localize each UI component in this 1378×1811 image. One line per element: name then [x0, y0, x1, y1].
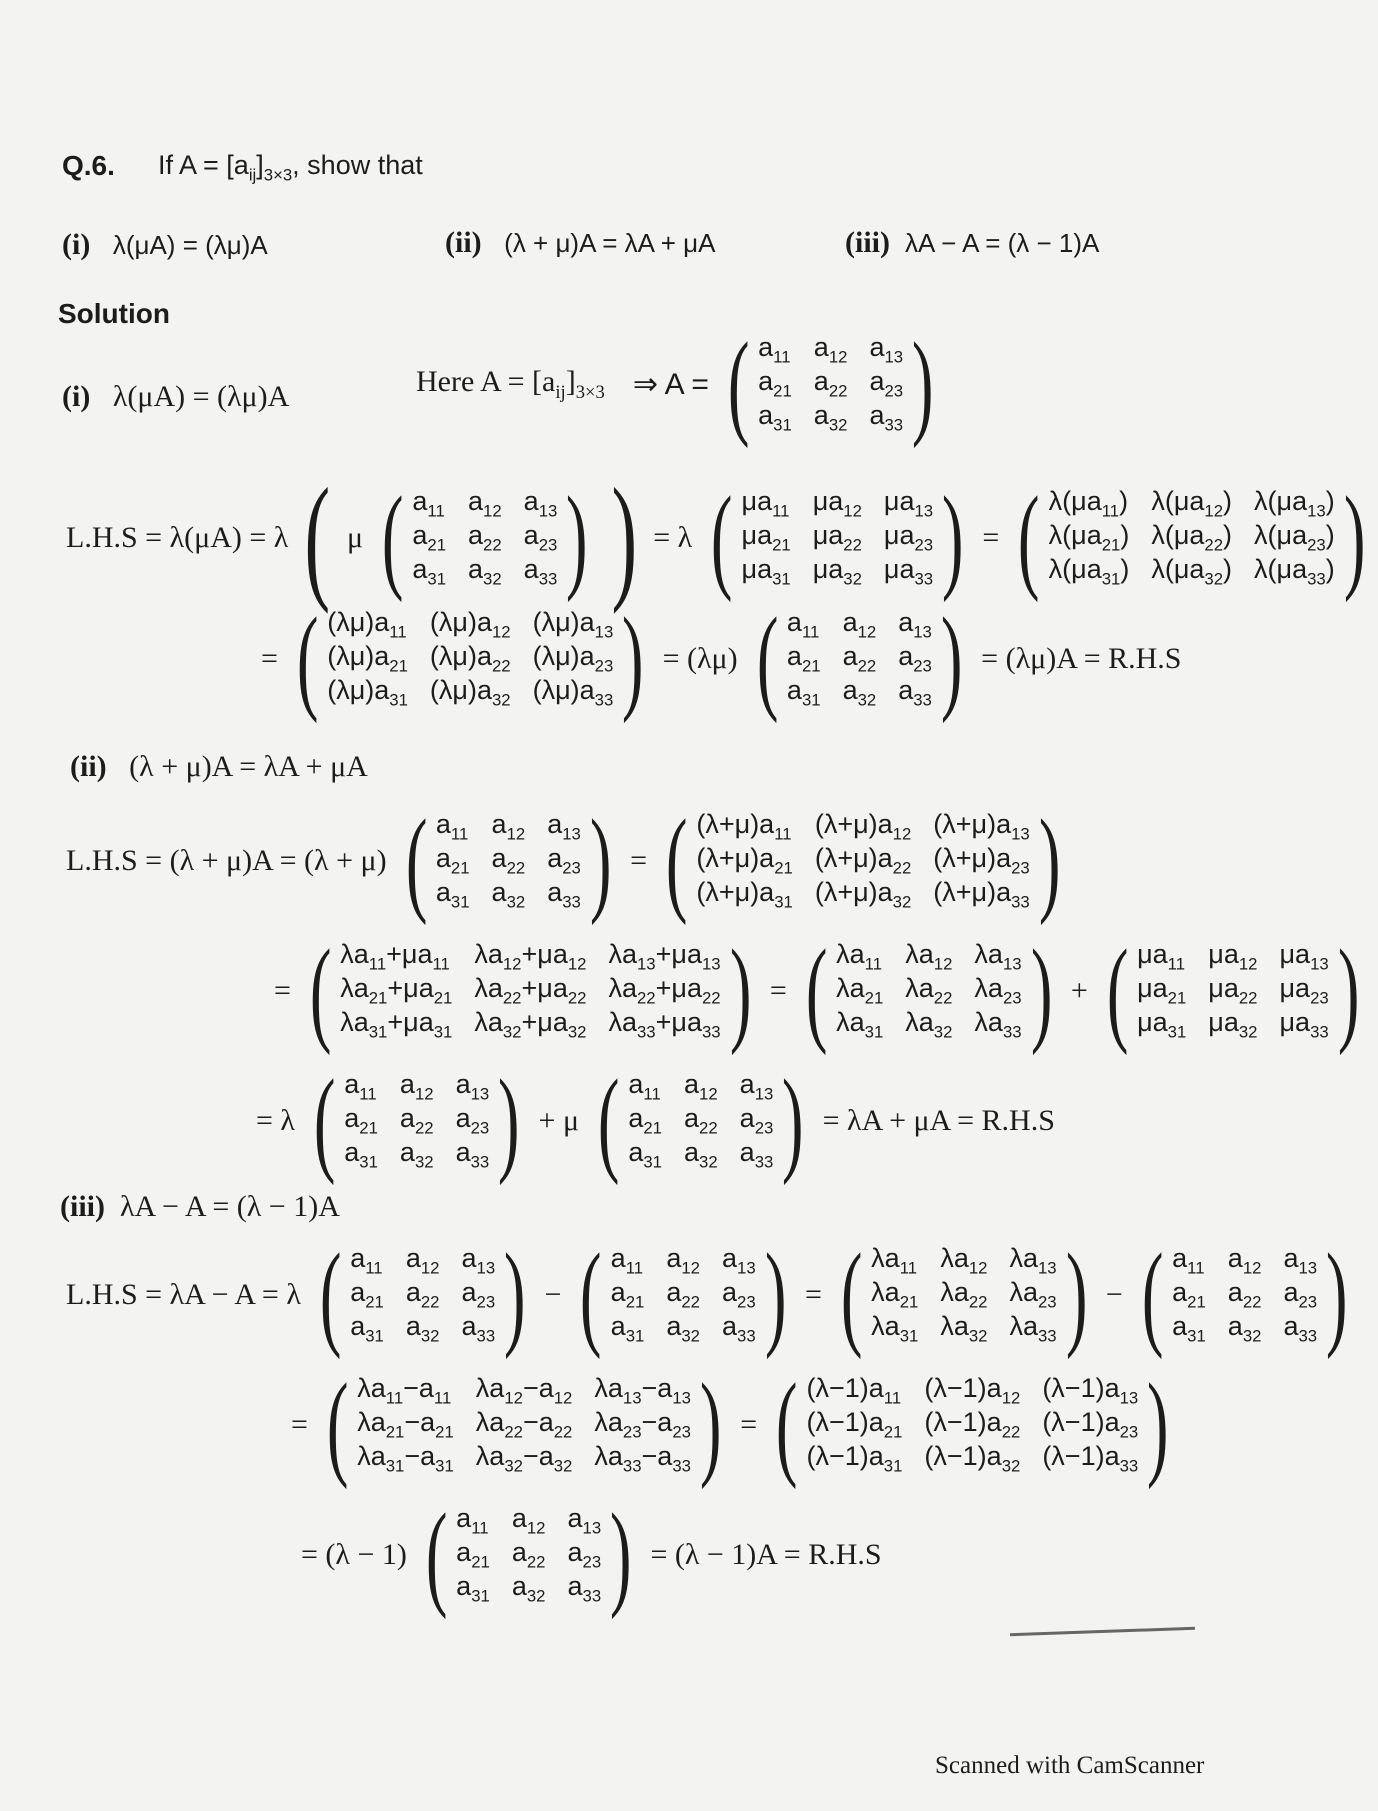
matrix-A: [719, 318, 943, 449]
matrix-A: [589, 1055, 813, 1186]
matrix-grid: [1172, 1244, 1317, 1346]
matrix-entry: $a_{32}$: [405, 1311, 440, 1346]
stem-suffix: , show that: [292, 150, 423, 180]
matrix-bracket: ): [782, 1055, 804, 1186]
matrix-entry: $\lambda a_{11}+\mu a_{11}$: [340, 939, 450, 974]
matrix-entry: $a_{13}$: [898, 607, 932, 642]
matrix-A: [571, 1229, 795, 1360]
matrix-entry: $\lambda a_{13}+\mu a_{13}$: [608, 939, 721, 974]
matrix-entry: $a_{33}$: [461, 1311, 496, 1346]
question-part-1: (i) λ(μA) = (λμ)A: [62, 228, 268, 261]
matrix-bracket: (: [665, 795, 688, 926]
matrix-bracket: ): [622, 593, 644, 724]
matrix-A: [397, 795, 621, 926]
matrix-entry: $a_{11}$: [350, 1243, 383, 1278]
matrix-entry: $(\lambda\mu)a_{12}$: [429, 607, 511, 642]
matrix-entry: $a_{11}$: [412, 486, 445, 521]
matrix-entry: $\mu a_{23}$: [1279, 973, 1329, 1008]
matrix-grid: [742, 487, 934, 589]
matrix-entry: $a_{11}$: [628, 1069, 661, 1104]
matrix-entry: $\mu a_{22}$: [1208, 973, 1258, 1008]
question-stem: If $A = [a_{ij}]_{3\times 3}$, show that: [158, 150, 423, 185]
matrix-entry: $\lambda a_{23}-a_{23}$: [594, 1407, 691, 1442]
matrix-grid: [611, 1244, 756, 1346]
matrix-entry: $\lambda a_{21}$: [836, 973, 884, 1008]
matrix-entry: $a_{32}$: [842, 675, 877, 710]
matrix-A: [373, 472, 597, 603]
matrix-entry: $a_{13}$: [869, 332, 904, 367]
matrix-bracket: (: [296, 593, 319, 724]
matrix-entry: $\lambda a_{31}-a_{31}$: [357, 1441, 454, 1476]
matrix-bracket: (: [597, 1055, 620, 1186]
matrix-entry: $a_{13}$: [461, 1243, 496, 1278]
matrix-bracket: ): [1325, 1229, 1348, 1360]
matrix-entry: $(\lambda-1)a_{23}$: [1042, 1407, 1139, 1442]
part2-lhs-line: L.H.S = (λ + μ)A = (λ + μ) ( $a_{11}$ $a_{12}$ $a_{13}$ $a_{21}$ $a_{22}$ $a_{23}$ $a_{31}$ $a_{32}$ $a_{33}$ ) = ( $(\lambda+\mu)a_{11}$ $(\lambda+\mu)a_{12}$ $(\lambda+\mu)a_{13}$ $(\lambda+\mu)a_{21}$ $(\lambda+\mu)a_{22}$ $(\lambda+\mu)a_{23}$ $(\lambda+\mu)a_{31}$ $(\lambda+\mu)a_{32}$ $(\lambda+\mu)a_{33}$ ): [60, 802, 1073, 920]
footer-watermark: Scanned with CamScanner: [935, 1752, 1205, 1779]
matrix-entry: $a_{23}$: [1283, 1277, 1318, 1312]
matrix-entry: $(\lambda\mu)a_{21}$: [327, 641, 408, 676]
matrix-entry: $(\lambda+\mu)a_{12}$: [814, 809, 912, 844]
matrix-lambda-plus-mu-A: [657, 795, 1069, 926]
matrix-entry: $\lambda(\mu a_{31})$: [1048, 554, 1130, 589]
matrix-entry: $\lambda a_{11}$: [836, 939, 883, 974]
matrix-grid: [1049, 487, 1335, 589]
matrix-entry: $a_{23}$: [455, 1103, 490, 1138]
matrix-entry: $\lambda a_{13}-a_{13}$: [594, 1373, 691, 1408]
matrix-entry: $a_{33}$: [1283, 1311, 1318, 1346]
matrix-entry: $a_{23}$: [547, 843, 581, 878]
matrix-bracket: (: [1106, 925, 1129, 1056]
matrix-bracket: ): [764, 1229, 787, 1360]
stem-prefix: If A = [a: [158, 150, 249, 180]
part3-heading: (iii) λA − A = (λ − 1)A: [60, 1190, 340, 1223]
matrix-entry: $a_{32}$: [491, 877, 526, 912]
matrix-entry: $a_{13}$: [523, 486, 558, 521]
matrix-bracket: ): [729, 925, 752, 1056]
matrix-entry: $a_{21}$: [456, 1537, 490, 1572]
matrix-entry: $\lambda a_{32}$: [905, 1007, 953, 1042]
part1-step2: = ( $(\lambda\mu)a_{11}$ $(\lambda\mu)a_{12}$ $(\lambda\mu)a_{13}$ $(\lambda\mu)a_{21}$ $(\lambda\mu)a_{22}$ $(\lambda\mu)a_{23}$ $(\lambda\mu)a_{31}$ $(\lambda\mu)a_{32}$ $(\lambda\mu)a_{33}$ ) = (λμ) ( $a_{11}$ $a_{12}$ $a_{13}$ $a_{21}$ $a_{22}$ $a_{23}$ $a_{31}$ $a_{32}$ $a_{33}$ ) = (λμ)A = R.H.S: [261, 593, 1182, 724]
matrix-grid: [758, 333, 903, 435]
matrix-grid: [340, 940, 720, 1042]
part3-lhs-line: L.H.S = λA − A = λ ( $a_{11}$ $a_{12}$ $a_{13}$ $a_{21}$ $a_{22}$ $a_{23}$ $a_{31}$ $a_{32}$ $a_{33}$ ) − ( $a_{11}$ $a_{12}$ $a_{13}$ $a_{21}$ $a_{22}$ $a_{23}$ $a_{31}$ $a_{32}$ $a_{33}$ ) = ( $\lambda a_{11}$ $\lambda a_{12}$ $\lambda a_{13}$ $\lambda a_{21}$ $\lambda a_{22}$ $\lambda a_{23}$ $\lambda a_{31}$ $\lambda a_{32}$ $\lambda a_{33}$ ) − ( $a_{11}$ $a_{12}$ $a_{13}$ $a_{21}$ $a_{22}$ $a_{23}$ $a_{31}$ $a_{32}$ $a_{33}$ ): [60, 1236, 1360, 1354]
matrix-bracket: ): [1038, 795, 1061, 926]
matrix-entry: $a_{32}$: [399, 1137, 434, 1172]
matrix-entry: $\lambda a_{22}$: [940, 1277, 988, 1312]
scan-stroke: [1010, 1627, 1195, 1636]
matrix-entry: $a_{13}$: [739, 1069, 774, 1104]
matrix-bracket: ): [498, 1055, 520, 1186]
matrix-entry: $(\lambda+\mu)a_{31}$: [696, 877, 793, 912]
matrix-entry: $a_{13}$: [721, 1243, 756, 1278]
matrix-entry: $\lambda a_{22}$: [905, 973, 953, 1008]
matrix-bracket: (: [405, 795, 428, 926]
matrix-bracket: (: [727, 318, 750, 449]
matrix-entry: $a_{31}$: [344, 1137, 378, 1172]
matrix-entry: $\lambda a_{12}-a_{12}$: [475, 1373, 573, 1408]
matrix-entry: $a_{31}$: [1172, 1311, 1206, 1346]
matrix-entry: $\lambda a_{12}$: [940, 1243, 988, 1278]
matrix-lambda-minus-1-A: [767, 1359, 1177, 1490]
matrix-entry: $a_{22}$: [813, 366, 848, 401]
matrix-entry: $\lambda a_{31}+\mu a_{31}$: [340, 1007, 453, 1042]
matrix-entry: $\lambda a_{21}-a_{21}$: [357, 1407, 454, 1442]
matrix-entry: $a_{23}$: [461, 1277, 496, 1312]
matrix-entry: $a_{31}$: [786, 675, 821, 710]
matrix-entry: $\lambda a_{13}$: [974, 939, 1022, 974]
matrix-entry: $a_{13}$: [1283, 1243, 1318, 1278]
matrix-entry: $\lambda a_{33}$: [974, 1007, 1022, 1042]
matrix-bracket: (: [319, 1229, 342, 1360]
matrix-entry: $a_{31}$: [456, 1571, 490, 1606]
matrix-entry: $\lambda(\mu a_{13})$: [1254, 486, 1335, 521]
matrix-bracket: ): [1030, 925, 1053, 1056]
matrix-A: [311, 1229, 535, 1360]
matrix-A: [417, 1489, 641, 1620]
matrix-entry: $\lambda a_{33}+\mu a_{33}$: [608, 1007, 721, 1042]
matrix-entry: $(\lambda+\mu)a_{33}$: [933, 877, 1030, 912]
part1-lhs-line: L.H.S = λ(μA) = λ ( μ ( $a_{11}$ $a_{12}$ $a_{13}$ $a_{21}$ $a_{22}$ $a_{23}$ $a_{31}$ $a_{32}$ $a_{33}$ ) ) = λ ( $\mu a_{11}$ $\mu a_{12}$ $\mu a_{13}$ $\mu a_{21}$ $\mu a_{22}$ $\mu a_{23}$ $\mu a_{31}$ $\mu a_{32}$ $\mu a_{33}$ ) = ( $\lambda(\mu a_{11})$ $\lambda(\mu a_{12})$ $\lambda(\mu a_{13})$ $\lambda(\mu a_{21})$ $\lambda(\mu a_{22})$ $\lambda(\mu a_{23})$ $\lambda(\mu a_{31})$ $\lambda(\mu a_{32})$ $\lambda(\mu a_{33})$ ): [60, 468, 1378, 608]
matrix-entry: $\mu a_{11}$: [741, 486, 790, 521]
matrix-entry: $\lambda a_{22}+\mu a_{22}$: [608, 973, 721, 1008]
matrix-grid: [1137, 940, 1329, 1042]
matrix-entry: $\lambda a_{22}+\mu a_{22}$: [474, 973, 587, 1008]
matrix-entry: $(\lambda-1)a_{21}$: [806, 1407, 903, 1442]
matrix-entry: $a_{13}$: [567, 1503, 602, 1538]
matrix-grid: [344, 1070, 489, 1172]
matrix-entry: $a_{11}$: [758, 332, 791, 367]
matrix-entry: $a_{32}$: [666, 1311, 700, 1346]
part3-step3: = (λ − 1) ( $a_{11}$ $a_{12}$ $a_{13}$ $a_{21}$ $a_{22}$ $a_{23}$ $a_{31}$ $a_{32}$ $a_{33}$ ) = (λ − 1)A = R.H.S: [301, 1489, 882, 1620]
matrix-entry: $\mu a_{11}$: [1137, 939, 1186, 974]
matrix-entry: $a_{33}$: [721, 1311, 756, 1346]
matrix-entry: $a_{12}$: [842, 607, 877, 642]
matrix-grid: [350, 1244, 495, 1346]
matrix-entry: $(\lambda-1)a_{22}$: [924, 1407, 1021, 1442]
matrix-entry: $\mu a_{31}$: [741, 554, 791, 589]
matrix-entry: $\mu a_{13}$: [1279, 939, 1329, 974]
part2-step2: = ( $\lambda a_{11}+\mu a_{11}$ $\lambda a_{12}+\mu a_{12}$ $\lambda a_{13}+\mu a_{13}$ $\lambda a_{21}+\mu a_{21}$ $\lambda a_{22}+\mu a_{22}$ $\lambda a_{22}+\mu a_{22}$ $\lambda a_{31}+\mu a_{31}$ $\lambda a_{32}+\mu a_{32}$ $\lambda a_{33}+\mu a_{33}$ ) = ( $\lambda a_{11}$ $\lambda a_{12}$ $\lambda a_{13}$ $\lambda a_{21}$ $\lambda a_{22}$ $\lambda a_{23}$ $\lambda a_{31}$ $\lambda a_{32}$ $\lambda a_{33}$ ) + ( $\mu a_{11}$ $\mu a_{12}$ $\mu a_{13}$ $\mu a_{21}$ $\mu a_{22}$ $\mu a_{23}$ $\mu a_{31}$ $\mu a_{32}$ $\mu a_{33}$ ): [268, 932, 1372, 1050]
matrix-entry: $(\lambda+\mu)a_{11}$: [696, 809, 792, 844]
matrix-entry: $(\lambda+\mu)a_{13}$: [933, 809, 1030, 844]
matrix-entry: $\lambda(\mu a_{33})$: [1254, 554, 1335, 589]
matrix-entry: $a_{23}$: [898, 641, 932, 676]
matrix-entry: $a_{33}$: [455, 1137, 490, 1172]
matrix-entry: $\lambda(\mu a_{23})$: [1254, 520, 1335, 555]
matrix-entry: $a_{21}$: [786, 641, 821, 676]
matrix-entry: $a_{33}$: [869, 400, 904, 435]
matrix-bracket: ): [1343, 472, 1366, 603]
matrix-entry: $\lambda a_{12}+\mu a_{12}$: [474, 939, 587, 974]
matrix-entry: $a_{22}$: [666, 1277, 700, 1312]
matrix-bracket: (: [381, 472, 404, 603]
matrix-entry: $a_{12}$: [468, 486, 502, 521]
matrix-entry: $a_{31}$: [610, 1311, 645, 1346]
matrix-bracket: ): [1065, 1229, 1088, 1360]
matrix-lambdaA: [797, 925, 1061, 1056]
matrix-bracket: (: [326, 1359, 349, 1490]
matrix-bracket: (: [756, 593, 779, 724]
matrix-entry: $\lambda a_{32}-a_{32}$: [475, 1441, 573, 1476]
matrix-entry: $(\lambda\mu)a_{22}$: [429, 641, 511, 676]
matrix-A: [305, 1055, 529, 1186]
matrix-entry: $\lambda a_{13}$: [1009, 1243, 1057, 1278]
matrix-bracket: ): [911, 318, 934, 449]
matrix-lambdaA: [832, 1229, 1096, 1360]
matrix-bracket: ): [566, 472, 588, 603]
matrix-entry: $a_{22}$: [1227, 1277, 1262, 1312]
matrix-entry: $a_{13}$: [455, 1069, 490, 1104]
matrix-bracket: (: [1018, 472, 1040, 603]
matrix-grid: [357, 1374, 691, 1476]
matrix-entry: $a_{21}$: [758, 366, 792, 401]
matrix-muA: [1098, 925, 1368, 1056]
matrix-entry: $\mu a_{12}$: [812, 486, 862, 521]
matrix-entry: $a_{21}$: [350, 1277, 384, 1312]
matrix-entry: $a_{33}$: [523, 554, 558, 589]
matrix-entry: $\mu a_{21}$: [1137, 973, 1187, 1008]
matrix-bracket: ): [1147, 1359, 1169, 1490]
matrix-entry: $a_{11}$: [435, 809, 469, 844]
matrix-entry: $a_{21}$: [344, 1103, 378, 1138]
matrix-entry: $\lambda a_{32}+\mu a_{32}$: [474, 1007, 587, 1042]
matrix-entry: $(\lambda+\mu)a_{23}$: [933, 843, 1030, 878]
matrix-entry: $a_{21}$: [1172, 1277, 1206, 1312]
matrix-bracket: (: [805, 925, 828, 1056]
matrix-entry: $a_{11}$: [610, 1243, 644, 1278]
matrix-entry: $a_{13}$: [547, 809, 581, 844]
matrix-entry: $\mu a_{22}$: [812, 520, 862, 555]
question-number: Q.6.: [62, 150, 115, 181]
matrix-entry: $a_{23}$: [523, 520, 558, 555]
matrix-bracket: (: [1141, 1229, 1164, 1360]
matrix-bracket: ): [609, 1489, 632, 1620]
part1-heading: (i) λ(μA) = (λμ)A: [62, 380, 290, 413]
matrix-entry: $a_{12}$: [666, 1243, 700, 1278]
matrix-entry: $(\lambda\mu)a_{23}$: [532, 641, 614, 676]
matrix-bracket: (: [711, 472, 733, 603]
matrix-entry: $a_{11}$: [344, 1069, 377, 1104]
matrix-grid: [806, 1374, 1138, 1476]
matrix-bracket: ): [1337, 925, 1360, 1056]
part3-step2: = ( $\lambda a_{11}-a_{11}$ $\lambda a_{12}-a_{12}$ $\lambda a_{13}-a_{13}$ $\lambda a_{21}-a_{21}$ $\lambda a_{22}-a_{22}$ $\lambda a_{23}-a_{23}$ $\lambda a_{31}-a_{31}$ $\lambda a_{32}-a_{32}$ $\lambda a_{33}-a_{33}$ ) = ( $(\lambda-1)a_{11}$ $(\lambda-1)a_{12}$ $(\lambda-1)a_{13}$ $(\lambda-1)a_{21}$ $(\lambda-1)a_{22}$ $(\lambda-1)a_{23}$ $(\lambda-1)a_{31}$ $(\lambda-1)a_{32}$ $(\lambda-1)a_{33}$ ): [285, 1366, 1182, 1484]
matrix-entry: $a_{32}$: [468, 554, 502, 589]
matrix-entry: $\lambda a_{23}$: [974, 973, 1022, 1008]
matrix-entry: $\lambda a_{31}$: [836, 1007, 884, 1042]
matrix-entry: $a_{31}$: [412, 554, 447, 589]
matrix-entry: $a_{12}$: [491, 809, 526, 844]
matrix-entry: $a_{12}$: [1227, 1243, 1262, 1278]
matrix-lambda-mu-A: [288, 593, 653, 724]
matrix-entry: $(\lambda-1)a_{13}$: [1042, 1373, 1139, 1408]
part1-here: Here $A = [a_{ij}]_{3\times 3}$ ⇒ A = ( $a_{11}$ $a_{12}$ $a_{13}$ $a_{21}$ $a_{22}$ $a_{23}$ $a_{31}$ $a_{32}$ $a_{33}$ ): [410, 325, 946, 443]
matrix-bracket: (: [313, 1055, 336, 1186]
matrix-grid: [412, 487, 557, 589]
matrix-entry: $a_{31}$: [758, 400, 792, 435]
matrix-entry: $a_{33}$: [739, 1137, 774, 1172]
matrix-grid: [871, 1244, 1056, 1346]
matrix-entry: $a_{32}$: [1227, 1311, 1262, 1346]
matrix-entry: $a_{32}$: [511, 1571, 546, 1606]
matrix-grid: [327, 608, 613, 710]
matrix-entry: $a_{12}$: [813, 332, 848, 367]
matrix-bracket: ): [699, 1359, 722, 1490]
matrix-bracket: (: [580, 1229, 602, 1360]
matrix-entry: $\mu a_{13}$: [883, 486, 934, 521]
matrix-entry: $a_{23}$: [567, 1537, 602, 1572]
matrix-entry: $a_{21}$: [435, 843, 470, 878]
matrix-entry: $a_{22}$: [684, 1103, 718, 1138]
matrix-entry: $\lambda a_{11}-a_{11}$: [357, 1373, 452, 1408]
matrix-difference: [318, 1359, 730, 1490]
matrix-entry: $(\lambda\mu)a_{32}$: [429, 675, 511, 710]
matrix-muA: [702, 472, 972, 603]
matrix-entry: $\lambda(\mu a_{11})$: [1048, 486, 1129, 521]
matrix-entry: $\lambda a_{11}$: [871, 1243, 918, 1278]
matrix-entry: $(\lambda-1)a_{31}$: [806, 1441, 903, 1476]
matrix-entry: $a_{11}$: [1172, 1243, 1205, 1278]
matrix-entry: $(\lambda+\mu)a_{32}$: [814, 877, 912, 912]
matrix-bracket: ): [503, 1229, 526, 1360]
question-part-2: (ii) (λ + μ)A = λA + μA: [445, 226, 716, 259]
matrix-entry: $\lambda a_{23}$: [1009, 1277, 1057, 1312]
matrix-entry: $\mu a_{31}$: [1137, 1007, 1187, 1042]
matrix-entry: $(\lambda-1)a_{33}$: [1042, 1441, 1139, 1476]
matrix-A: [1133, 1229, 1357, 1360]
matrix-entry: $a_{22}$: [491, 843, 526, 878]
matrix-entry: $\lambda a_{33}-a_{33}$: [594, 1441, 691, 1476]
matrix-entry: $\lambda(\mu a_{21})$: [1048, 520, 1130, 555]
matrix-entry: $a_{12}$: [405, 1243, 440, 1278]
part2-heading: (ii) (λ + μ)A = λA + μA: [70, 750, 368, 783]
matrix-sum: [301, 925, 760, 1056]
matrix-entry: $(\lambda\mu)a_{11}$: [327, 607, 407, 642]
matrix-entry: $(\lambda-1)a_{12}$: [924, 1373, 1021, 1408]
matrix-entry: $a_{21}$: [628, 1103, 662, 1138]
matrix-grid: [436, 810, 581, 912]
matrix-entry: $(\lambda-1)a_{32}$: [924, 1441, 1021, 1476]
matrix-entry: $a_{23}$: [869, 366, 904, 401]
matrix-entry: $a_{32}$: [813, 400, 848, 435]
matrix-entry: $\mu a_{12}$: [1208, 939, 1258, 974]
matrix-entry: $\lambda a_{32}$: [940, 1311, 988, 1346]
matrix-entry: $a_{12}$: [399, 1069, 434, 1104]
matrix-entry: $\mu a_{21}$: [741, 520, 791, 555]
stem-order: 3×3: [263, 165, 293, 185]
matrix-entry: $a_{12}$: [684, 1069, 718, 1104]
matrix-entry: $(\lambda+\mu)a_{22}$: [814, 843, 912, 878]
matrix-bracket: ): [589, 795, 612, 926]
matrix-bracket: (: [776, 1359, 798, 1490]
matrix-entry: $a_{22}$: [399, 1103, 434, 1138]
matrix-entry: $a_{31}$: [350, 1311, 384, 1346]
part2-step3: = λ ( $a_{11}$ $a_{12}$ $a_{13}$ $a_{21}$ $a_{22}$ $a_{23}$ $a_{31}$ $a_{32}$ $a_{33}$ ) + μ ( $a_{11}$ $a_{12}$ $a_{13}$ $a_{21}$ $a_{22}$ $a_{23}$ $a_{31}$ $a_{32}$ $a_{33}$ ) = λA + μA = R.H.S: [256, 1055, 1055, 1186]
matrix-entry: $a_{23}$: [739, 1103, 774, 1138]
matrix-bracket: ): [941, 472, 964, 603]
matrix-bracket: (: [425, 1489, 448, 1620]
matrix-entry: $a_{12}$: [511, 1503, 546, 1538]
matrix-entry: $a_{33}$: [567, 1571, 602, 1606]
matrix-entry: $\lambda(\mu a_{32})$: [1151, 554, 1233, 589]
matrix-entry: $a_{23}$: [721, 1277, 756, 1312]
matrix-entry: $\mu a_{32}$: [812, 554, 862, 589]
matrix-entry: $\lambda a_{21}+\mu a_{21}$: [340, 973, 453, 1008]
matrix-entry: $(\lambda\mu)a_{33}$: [532, 675, 614, 710]
matrix-entry: $a_{33}$: [898, 675, 932, 710]
matrix-bracket: (: [840, 1229, 863, 1360]
matrix-entry: $a_{33}$: [547, 877, 581, 912]
matrix-entry: $\lambda a_{31}$: [871, 1311, 919, 1346]
matrix-entry: $a_{22}$: [468, 520, 502, 555]
matrix-entry: $(\lambda-1)a_{11}$: [806, 1373, 902, 1408]
stem-sub: ij: [248, 165, 257, 185]
matrix-entry: $\mu a_{33}$: [1279, 1007, 1329, 1042]
matrix-entry: $\lambda(\mu a_{12})$: [1151, 486, 1233, 521]
matrix-entry: $\lambda a_{21}$: [871, 1277, 919, 1312]
matrix-entry: $\mu a_{32}$: [1208, 1007, 1258, 1042]
matrix-grid: [456, 1504, 601, 1606]
matrix-entry: $a_{22}$: [842, 641, 877, 676]
question-part-3: (iii) λA − A = (λ − 1)A: [845, 226, 1100, 259]
matrix-entry: $a_{32}$: [684, 1137, 718, 1172]
matrix-entry: $a_{31}$: [435, 877, 470, 912]
solution-heading: Solution: [58, 298, 170, 329]
matrix-entry: $\lambda a_{12}$: [905, 939, 953, 974]
matrix-entry: $\mu a_{23}$: [883, 520, 934, 555]
matrix-entry: $\lambda a_{22}-a_{22}$: [475, 1407, 573, 1442]
matrix-entry: $\lambda(\mu a_{22})$: [1151, 520, 1233, 555]
matrix-entry: $a_{21}$: [412, 520, 447, 555]
matrix-grid: [696, 810, 1029, 912]
matrix-lambda-muA: [1009, 472, 1374, 603]
matrix-entry: $\lambda a_{33}$: [1009, 1311, 1057, 1346]
matrix-entry: $\mu a_{33}$: [883, 554, 934, 589]
matrix-A: [748, 593, 972, 724]
matrix-grid: [836, 940, 1021, 1042]
matrix-bracket: ): [940, 593, 963, 724]
matrix-entry: $a_{11}$: [456, 1503, 489, 1538]
matrix-grid: [787, 608, 932, 710]
matrix-entry: $a_{22}$: [511, 1537, 546, 1572]
matrix-entry: $(\lambda\mu)a_{31}$: [327, 675, 408, 710]
matrix-entry: $(\lambda+\mu)a_{21}$: [696, 843, 793, 878]
matrix-grid: [628, 1070, 773, 1172]
matrix-entry: $(\lambda\mu)a_{13}$: [532, 607, 614, 642]
matrix-entry: $a_{11}$: [786, 607, 820, 642]
matrix-bracket: (: [309, 925, 332, 1056]
matrix-entry: $a_{21}$: [610, 1277, 645, 1312]
matrix-entry: $a_{22}$: [405, 1277, 440, 1312]
matrix-entry: $a_{31}$: [628, 1137, 662, 1172]
